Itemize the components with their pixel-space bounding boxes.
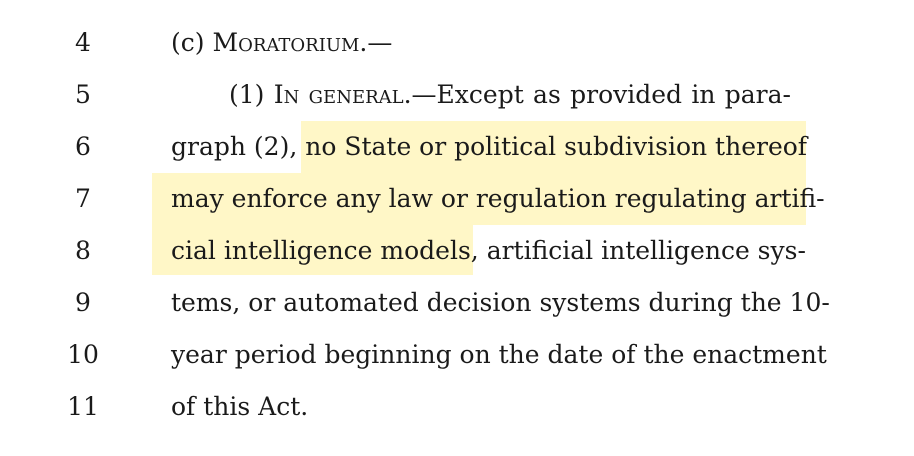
line-number: 4 xyxy=(75,28,91,57)
document-line xyxy=(0,17,914,69)
heading-dash: .— xyxy=(359,28,393,57)
line-number: 11 xyxy=(67,392,99,421)
plain-text: graph (2), xyxy=(171,132,306,161)
line-number: 6 xyxy=(75,132,91,161)
document-line xyxy=(0,69,914,121)
subsection-label: (c) xyxy=(171,28,213,57)
paragraph-label: (1) xyxy=(229,80,274,109)
line-text: tems, or automated decision systems during the 10- xyxy=(171,288,830,317)
highlighted-text: no State or political subdivision thereof xyxy=(305,132,808,161)
line-text xyxy=(171,225,806,277)
line-number: 10 xyxy=(67,340,99,369)
document-line xyxy=(0,381,914,433)
document-line xyxy=(0,277,914,329)
section-heading xyxy=(171,17,791,69)
heading-dash: .— xyxy=(403,80,437,109)
document-line xyxy=(0,121,914,173)
line-number: 7 xyxy=(75,184,91,213)
document-line xyxy=(0,225,914,277)
paragraph-heading xyxy=(229,69,791,121)
plain-text: artificial intelligence sys- xyxy=(478,236,806,265)
line-number: 8 xyxy=(75,236,91,265)
document-line xyxy=(0,173,914,225)
line-number: 9 xyxy=(75,288,91,317)
line-text xyxy=(171,121,808,173)
line-number: 5 xyxy=(75,80,91,109)
paragraph-text: Except as provided in para- xyxy=(436,80,791,109)
line-text: of this Act. xyxy=(171,392,309,421)
highlighted-text: cial intelligence models, xyxy=(171,236,479,265)
document-line xyxy=(0,329,914,381)
subsection-title: Moratorium xyxy=(212,28,360,57)
line-text: year period beginning on the date of the enactment xyxy=(171,340,827,369)
highlighted-text: may enforce any law or regulation regulating artifi- xyxy=(171,184,825,213)
paragraph-title: In general xyxy=(273,80,404,109)
